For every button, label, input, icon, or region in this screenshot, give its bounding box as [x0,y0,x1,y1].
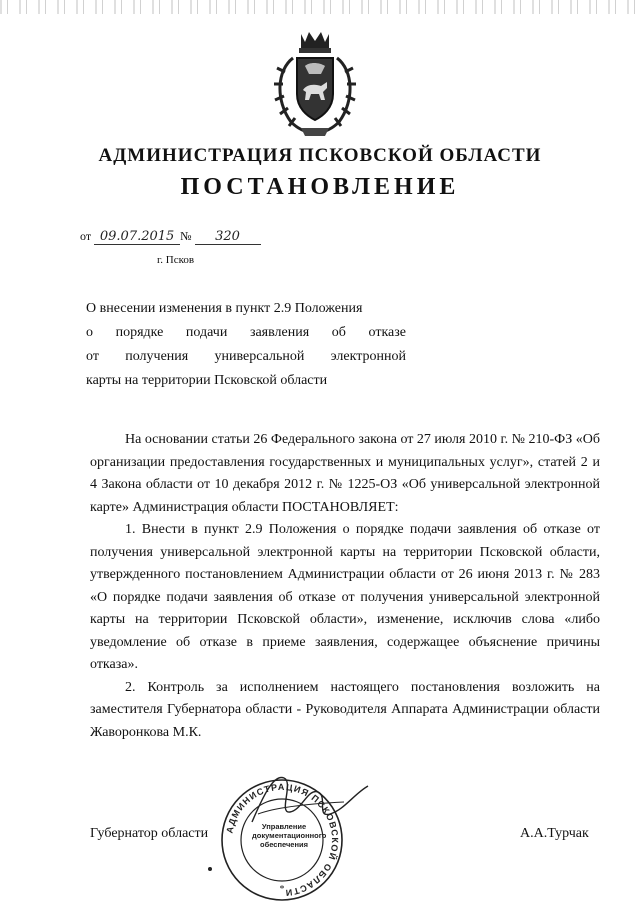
document-body [90,429,600,744]
document-subject [86,297,406,393]
subject-line: о порядке подачи заявления об отказе [86,325,406,340]
subject-line: О внесении изменения в пункт 2.9 Положения [86,301,363,316]
subject-line: карты на территории Псковской области [86,373,328,388]
body-paragraph: На основании статьи 26 Федерального закона от 27 июля 2010 г. № 210-ФЗ «Об организации предоставления государственных и муниципальных услуг», статей 2 и 4 Закона области от 10 декабря 2012 г. № 1225-ОЗ «Об универсальной электронной карте» Администрация области ПОСТАНОВЛЯЕТ: [90,432,600,515]
stamp-line: документационного [252,831,327,840]
document-number: 320 [195,229,261,245]
scan-noise [0,0,640,14]
signatory-title: Губернатор области [90,826,209,841]
body-paragraph: 1. Внести в пункт 2.9 Положения о порядке подачи заявления об отказе от получения универсальной электронной карты на территории Псковской области, утвержденного постановлением Администрации области от 26 июня 2013 г. № 283 «О порядке подачи заявления об отказе от получения универсальной электронной карты на территории Псковской области», изменение, исключив слова «либо уведомление об отказе в приеме заявления, содержащее объяснение причины отказа». [90,522,600,672]
date-number-line [80,229,261,245]
body-paragraph: 2. Контроль за исполнением настоящего постановления возложить на заместителя Губернатора области - Руководителя Аппарата Администрации области Жаворонкова М.К. [90,679,600,740]
signatory-name: А.А.Турчак [520,826,589,841]
subject-line: от получения универсальной электронной [86,349,406,364]
document-date: 09.07.2015 [94,229,180,245]
svg-text:*: * [279,884,285,895]
organization-title: АДМИНИСТРАЦИЯ ПСКОВСКОЙ ОБЛАСТИ [98,145,542,166]
date-prefix: от [80,229,92,243]
stamp-ring-text: АДМИНИСТРАЦИЯ ПСКОВСКОЙ ОБЛАСТИ [224,781,341,899]
document-type-title: ПОСТАНОВЛЕНИЕ [180,174,460,200]
number-prefix: № [180,229,192,243]
city-label: г. Псков [157,254,195,266]
handwritten-signature [244,764,374,834]
coat-of-arms-emblem [271,28,359,140]
ink-dot [208,867,212,871]
stamp-line: обеспечения [259,840,308,849]
stamp-line: Управление [261,822,307,831]
